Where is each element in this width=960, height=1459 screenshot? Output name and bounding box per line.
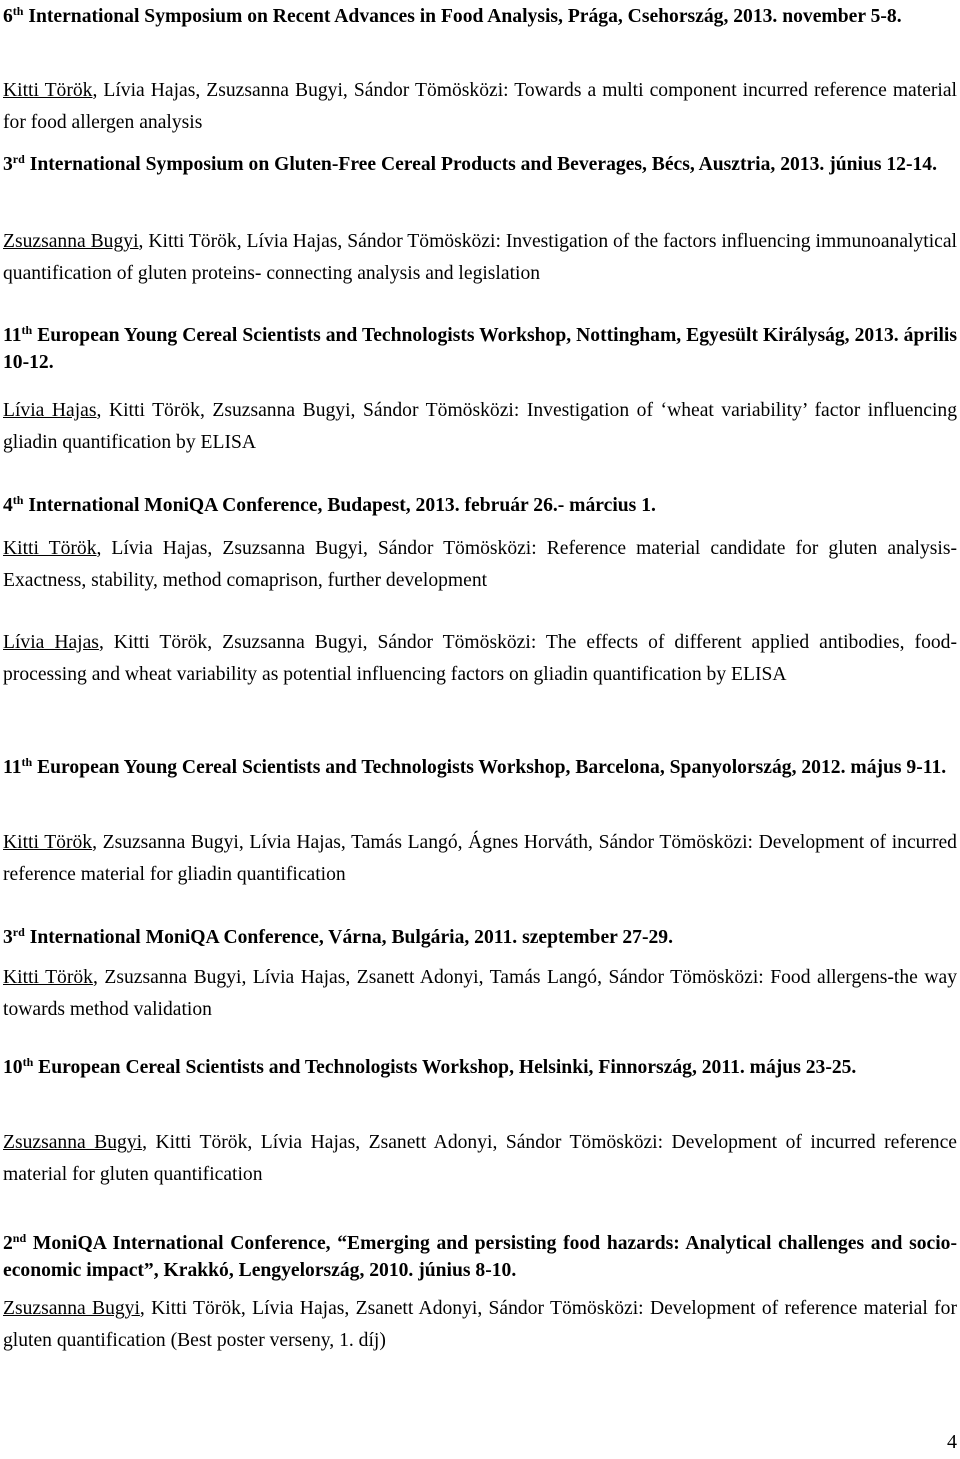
- ordinal-suffix: rd: [12, 152, 25, 166]
- first-author: Zsuzsanna Bugyi: [3, 231, 139, 252]
- ordinal-number: 6: [3, 6, 13, 27]
- paper-entry: [3, 1127, 957, 1190]
- conference-heading: [3, 492, 957, 519]
- first-author: Kitti Török: [3, 832, 93, 853]
- paper-details: , Kitti Török, Lívia Hajas, Zsanett Adonyi, Sándor Tömösközi: Development of incurred reference material for gluten quantification: [3, 1132, 957, 1185]
- first-author: Zsuzsanna Bugyi: [3, 1298, 140, 1319]
- ordinal-number: 10: [3, 1057, 23, 1078]
- conference-heading: [3, 1054, 957, 1081]
- paper-entry: [3, 533, 957, 596]
- paper-details: , Kitti Török, Zsuzsanna Bugyi, Sándor Tömösközi: The effects of different applied antibodies, food-processing and wheat variability as potential influencing factors on gliadin quantification by ELISA: [3, 632, 957, 685]
- paper-entry: [3, 627, 957, 690]
- first-author: Lívia Hajas: [3, 400, 97, 421]
- conference-heading: [3, 151, 957, 178]
- ordinal-number: 11: [3, 325, 22, 346]
- ordinal-suffix: th: [21, 323, 33, 337]
- paper-entry: [3, 226, 957, 289]
- ordinal-number: 4: [3, 495, 13, 516]
- paper-entry: [3, 827, 957, 890]
- conference-heading: [3, 924, 957, 951]
- conference-title: European Cereal Scientists and Technologists Workshop, Helsinki, Finnország, 2011. május 23-25.: [33, 1057, 857, 1078]
- paper-details: , Lívia Hajas, Zsuzsanna Bugyi, Sándor Tömösközi: Reference material candidate for gluten analysis- Exactness, stability, method comaprison, further development: [3, 538, 957, 591]
- ordinal-suffix: th: [22, 1055, 34, 1069]
- paper-entry: [3, 962, 957, 1025]
- paper-entry: [3, 395, 957, 458]
- ordinal-suffix: th: [12, 4, 24, 18]
- conference-title: International MoniQA Conference, Várna, Bulgária, 2011. szeptember 27-29.: [24, 927, 673, 948]
- ordinal-suffix: nd: [12, 1231, 27, 1245]
- ordinal-number: 3: [3, 927, 13, 948]
- first-author: Zsuzsanna Bugyi: [3, 1132, 143, 1153]
- conference-title: International Symposium on Gluten-Free Cereal Products and Beverages, Bécs, Ausztria, 2013. június 12-14.: [24, 154, 937, 175]
- paper-details: , Kitti Török, Zsuzsanna Bugyi, Sándor Tömösközi: Investigation of ‘wheat variability’ factor influencing gliadin quantification by ELISA: [3, 400, 957, 453]
- ordinal-number: 11: [3, 757, 22, 778]
- first-author: Kitti Török: [3, 80, 93, 101]
- conference-title: International MoniQA Conference, Budapest, 2013. február 26.- március 1.: [23, 495, 656, 516]
- ordinal-suffix: th: [12, 493, 24, 507]
- conference-heading: [3, 754, 957, 781]
- paper-details: , Kitti Török, Lívia Hajas, Sándor Tömösközi: Investigation of the factors influencing immunoanalytical quantification of gluten proteins- connecting analysis and legislation: [3, 231, 957, 284]
- conference-title: European Young Cereal Scientists and Technologists Workshop, Nottingham, Egyesült Királyság, 2013. április 10-12.: [3, 325, 957, 373]
- paper-details: , Zsuzsanna Bugyi, Lívia Hajas, Zsanett Adonyi, Tamás Langó, Sándor Tömösközi: Food allergens-the way towards method validation: [3, 967, 957, 1020]
- paper-entry: [3, 75, 957, 138]
- first-author: Lívia Hajas: [3, 632, 99, 653]
- conference-title: European Young Cereal Scientists and Technologists Workshop, Barcelona, Spanyolország, 2012. május 9-11.: [32, 757, 947, 778]
- conference-title: International Symposium on Recent Advances in Food Analysis, Prága, Csehország, 2013. november 5-8.: [23, 6, 902, 27]
- ordinal-suffix: rd: [12, 925, 25, 939]
- ordinal-suffix: th: [21, 755, 33, 769]
- conference-heading: [3, 3, 957, 30]
- page-number: 4: [947, 1431, 957, 1453]
- first-author: Kitti Török: [3, 967, 93, 988]
- ordinal-number: 3: [3, 154, 13, 175]
- conference-heading: [3, 1230, 957, 1284]
- ordinal-number: 2: [3, 1233, 13, 1254]
- first-author: Kitti Török: [3, 538, 97, 559]
- paper-details: , Zsuzsanna Bugyi, Lívia Hajas, Tamás Langó, Ágnes Horváth, Sándor Tömösközi: Development of incurred reference material for gliadin quantification: [3, 832, 957, 885]
- conference-heading: [3, 322, 957, 376]
- conference-title: MoniQA International Conference, “Emerging and persisting food hazards: Analytical challenges and socio-economic impact”, Krakkó, Lengyelország, 2010. június 8-10.: [3, 1233, 957, 1281]
- paper-details: , Lívia Hajas, Zsuzsanna Bugyi, Sándor Tömösközi: Towards a multi component incurred reference material for food allergen analysis: [3, 80, 958, 133]
- paper-details: , Kitti Török, Lívia Hajas, Zsanett Adonyi, Sándor Tömösközi: Development of reference material for gluten quantification (Best poster verseny, 1. díj): [3, 1298, 957, 1351]
- paper-entry: [3, 1293, 957, 1356]
